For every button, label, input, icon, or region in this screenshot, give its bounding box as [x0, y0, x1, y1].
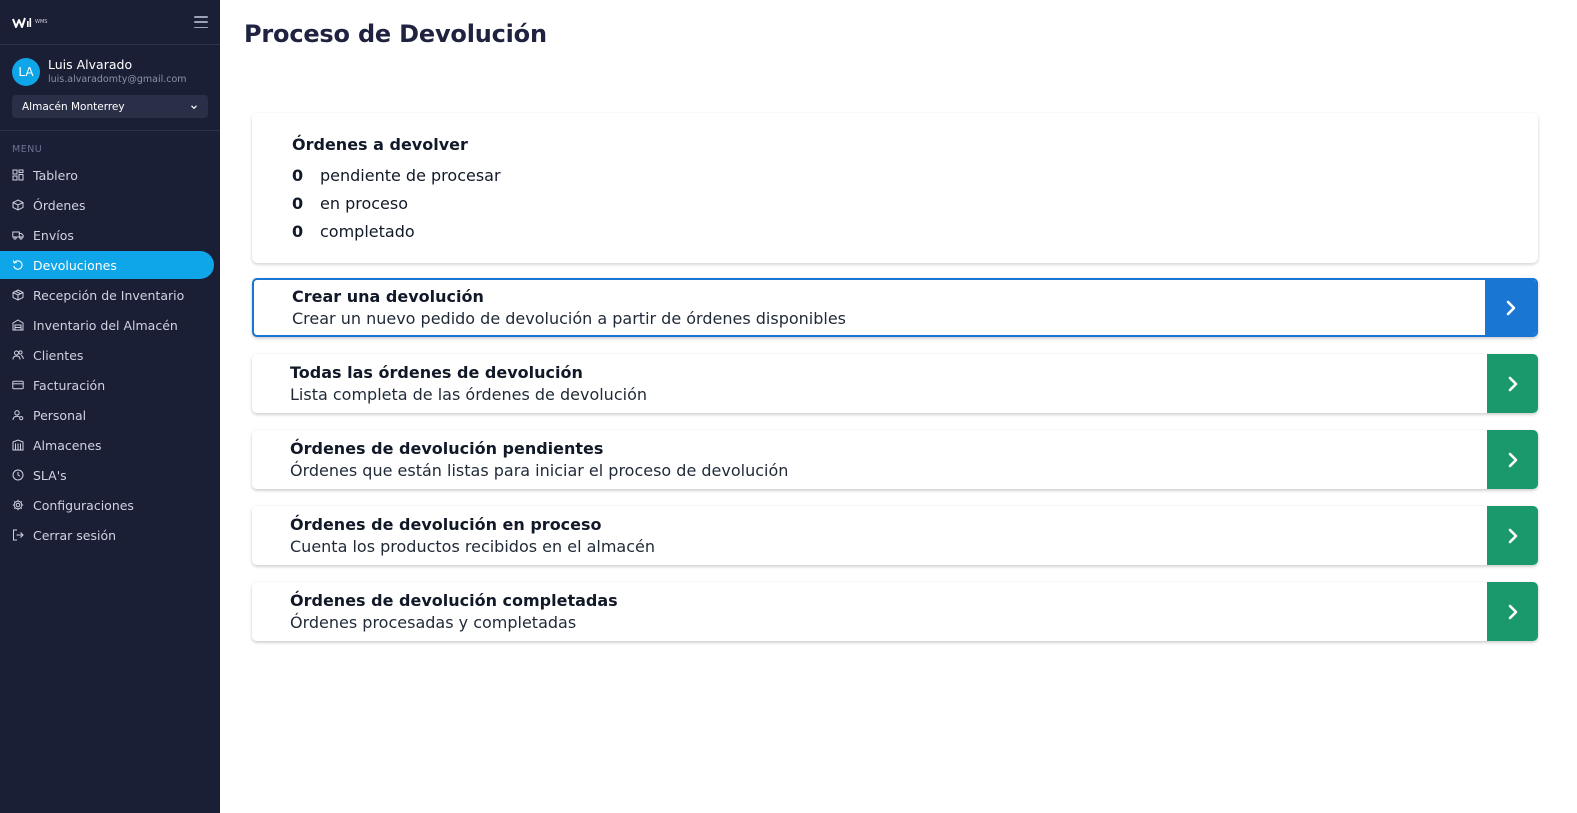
sidebar-item-almacenes[interactable]	[0, 431, 214, 459]
sidebar-item-ordenes[interactable]	[0, 191, 214, 219]
users-icon	[12, 349, 24, 361]
warehouse-icon	[12, 439, 24, 451]
action-title: Crear una devolución	[292, 286, 484, 306]
main-content	[220, 0, 1577, 813]
sidebar-item-clientes[interactable]	[0, 341, 214, 369]
page-title: Proceso de Devolución	[244, 20, 547, 48]
package-icon	[12, 289, 24, 301]
sidebar-item-label: Cerrar sesión	[33, 527, 117, 543]
avatar[interactable]: LA	[12, 58, 40, 86]
sidebar-header	[0, 0, 276, 45]
action-description: Cuenta los productos recibidos en el almacén	[290, 536, 656, 556]
sidebar-item-tablero[interactable]	[0, 161, 214, 189]
chevron-down-icon	[190, 103, 198, 111]
sidebar-item-label: Envíos	[33, 227, 74, 243]
action-go-button[interactable]	[1487, 506, 1538, 565]
sidebar-item-label: Personal	[33, 407, 87, 423]
summary-count: 0	[292, 165, 304, 185]
chevron-right-icon	[1503, 298, 1519, 318]
user-email: luis.alvaradomty@gmail.com	[48, 74, 187, 85]
dashboard-icon	[12, 169, 24, 181]
warehouse-select[interactable]	[12, 95, 208, 118]
sidebar-item-label: SLA's	[33, 467, 67, 483]
sidebar	[0, 0, 276, 813]
action-title: Todas las órdenes de devolución	[290, 362, 583, 382]
logo[interactable]	[12, 0, 276, 29]
sidebar-item-label: Tablero	[33, 167, 78, 183]
sidebar-item-recepcion-inventario[interactable]	[0, 281, 214, 309]
sidebar-item-devoluciones[interactable]	[0, 251, 214, 279]
summary-label: completado	[320, 221, 415, 241]
sidebar-item-label: Facturación	[33, 377, 106, 393]
truck-icon	[12, 229, 24, 241]
sidebar-menu	[0, 161, 220, 549]
sidebar-item-label: Configuraciones	[33, 497, 134, 513]
sidebar-item-cerrar-sesion[interactable]	[0, 521, 214, 549]
action-pending-returns[interactable]	[252, 430, 1538, 489]
sidebar-item-facturacion[interactable]	[0, 371, 214, 399]
sidebar-item-inventario-almacen[interactable]	[0, 311, 214, 339]
chevron-right-icon	[1505, 602, 1521, 622]
chevron-right-icon	[1505, 526, 1521, 546]
action-all-returns[interactable]	[252, 354, 1538, 413]
sidebar-item-personal[interactable]	[0, 401, 214, 429]
logo-icon	[12, 15, 32, 29]
action-title: Órdenes de devolución completadas	[290, 590, 618, 610]
action-create-return[interactable]	[252, 278, 1538, 337]
gear-icon	[12, 499, 24, 511]
summary-count: 0	[292, 221, 304, 241]
sidebar-item-label: Recepción de Inventario	[33, 287, 185, 303]
action-go-button[interactable]	[1487, 430, 1538, 489]
person-icon	[12, 409, 24, 421]
user-name: Luis Alvarado	[48, 57, 133, 72]
sidebar-item-label: Órdenes	[33, 197, 86, 213]
sidebar-item-slas[interactable]	[0, 461, 214, 489]
action-in-process-returns[interactable]	[252, 506, 1538, 565]
summary-label: en proceso	[320, 193, 409, 213]
sidebar-item-label: Clientes	[33, 347, 84, 363]
chevron-right-icon	[1505, 374, 1521, 394]
card-icon	[12, 379, 24, 391]
action-go-button[interactable]	[1487, 354, 1538, 413]
return-icon	[12, 259, 24, 271]
sidebar-item-label: Devoluciones	[33, 257, 117, 273]
sidebar-item-label: Almacenes	[33, 437, 102, 453]
chevron-right-icon	[1505, 450, 1521, 470]
logo-text: envío.com	[220, 0, 276, 10]
action-description: Órdenes que están listas para iniciar el proceso de devolución	[290, 460, 789, 480]
action-go-button[interactable]	[1485, 280, 1536, 335]
summary-count: 0	[292, 193, 304, 213]
summary-label: pendiente de procesar	[320, 165, 501, 185]
sidebar-item-envios[interactable]	[0, 221, 214, 249]
logo-subtext: WMS	[35, 19, 48, 25]
clock-icon	[12, 469, 24, 481]
summary-row-completed	[292, 217, 1498, 245]
action-description: Crear un nuevo pedido de devolución a partir de órdenes disponibles	[292, 308, 847, 328]
action-description: Lista completa de las órdenes de devolución	[290, 384, 647, 404]
action-title: Órdenes de devolución pendientes	[290, 438, 604, 458]
summary-row-pending	[292, 161, 1498, 189]
action-title: Órdenes de devolución en proceso	[290, 514, 602, 534]
summary-card	[252, 113, 1538, 263]
summary-title: Órdenes a devolver	[292, 135, 468, 154]
logout-icon	[12, 529, 24, 541]
action-description: Órdenes procesadas y completadas	[290, 612, 577, 632]
user-profile	[0, 45, 220, 86]
box-icon	[12, 199, 24, 211]
hamburger-menu-icon[interactable]	[194, 16, 208, 28]
menu-label: MENU	[12, 144, 43, 155]
action-go-button[interactable]	[1487, 582, 1538, 641]
building-icon	[12, 319, 24, 331]
action-completed-returns[interactable]	[252, 582, 1538, 641]
warehouse-select-value: Almacén Monterrey	[22, 100, 125, 113]
sidebar-item-configuraciones[interactable]	[0, 491, 214, 519]
summary-row-in-process	[292, 189, 1498, 217]
sidebar-item-label: Inventario del Almacén	[33, 317, 178, 333]
